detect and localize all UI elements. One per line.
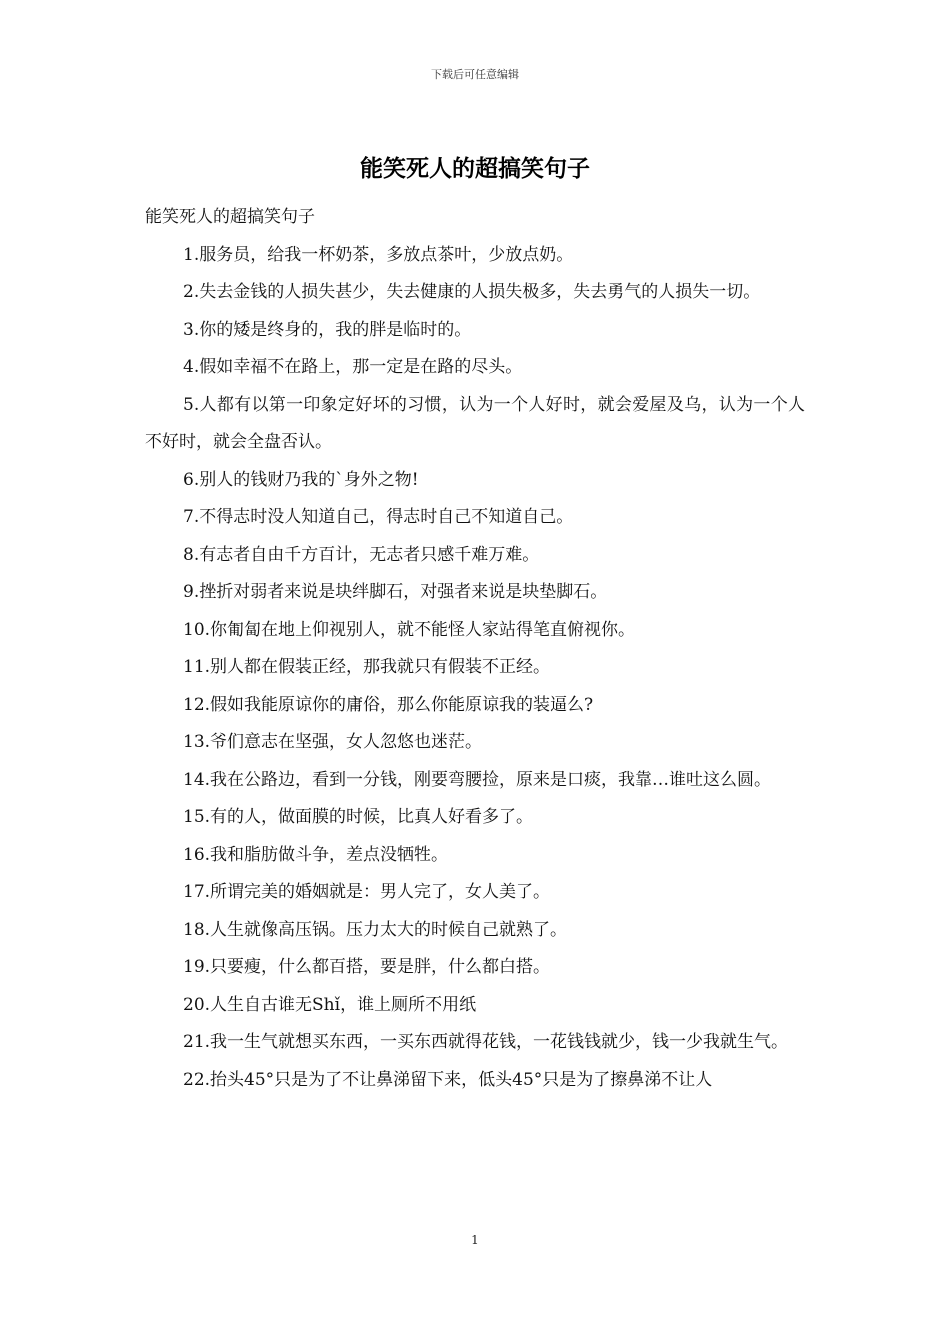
- header-note: 下载后可任意编辑: [431, 68, 519, 81]
- list-item: 11.别人都在假装正经，那我就只有假装不正经。: [183, 657, 551, 677]
- list-item: 6.别人的钱财乃我的`身外之物!: [183, 469, 419, 490]
- list-item: 9.挫折对弱者来说是块绊脚石，对强者来说是块垫脚石。: [183, 582, 608, 602]
- list-item: 4.假如幸福不在路上，那一定是在路的尽头。: [183, 357, 523, 377]
- document-body: [145, 199, 805, 1099]
- list-item: 20.人生自古谁无Shǐ，谁上厕所不用纸: [183, 994, 477, 1015]
- list-item: 17.所谓完美的婚姻就是：男人完了，女人美了。: [183, 882, 551, 902]
- list-item: 2.失去金钱的人损失甚少，失去健康的人损失极多，失去勇气的人损失一切。: [183, 282, 761, 302]
- list-item: 19.只要瘦，什么都百搭，要是胖，什么都白搭。: [183, 957, 551, 977]
- list-item: 21.我一生气就想买东西，一买东西就得花钱，一花钱钱就少，钱一少我就生气。: [183, 1032, 789, 1052]
- list-item: 8.有志者自由千方百计，无志者只感千难万难。: [183, 544, 540, 565]
- list-item: 13.爷们意志在坚强，女人忽悠也迷茫。: [183, 732, 483, 752]
- list-item: 3.你的矮是终身的，我的胖是临时的。: [183, 319, 472, 340]
- list-item: 22.抬头45°只是为了不让鼻涕留下来，低头45°只是为了擦鼻涕不让人: [183, 1069, 713, 1090]
- list-item: 1.服务员，给我一杯奶茶，多放点茶叶，少放点奶。: [183, 244, 574, 265]
- page-number: 1: [471, 1233, 479, 1247]
- document-subtitle: 能笑死人的超搞笑句子: [145, 207, 315, 227]
- list-item: 12.假如我能原谅你的庸俗，那么你能原谅我的装逼么?: [183, 694, 594, 715]
- list-item: 16.我和脂肪做斗争，差点没牺牲。: [183, 844, 449, 865]
- document-title: 能笑死人的超搞笑句子: [360, 156, 590, 182]
- list-item: 18.人生就像高压锅。压力太大的时候自己就熟了。: [183, 919, 568, 940]
- list-item: 15.有的人，做面膜的时候，比真人好看多了。: [183, 807, 534, 827]
- list-item: 10.你匍匐在地上仰视别人，就不能怪人家站得笔直俯视你。: [183, 619, 636, 640]
- list-item: 5.人都有以第一印象定好坏的习惯，认为一个人好时，就会爱屋及乌，认为一个人不好时，就会全盘否认。: [145, 394, 805, 452]
- list-item: 14.我在公路边，看到一分钱，刚要弯腰捡，原来是口痰，我靠…谁吐这么圆。: [183, 769, 772, 790]
- list-item: 7.不得志时没人知道自己，得志时自己不知道自己。: [183, 507, 574, 527]
